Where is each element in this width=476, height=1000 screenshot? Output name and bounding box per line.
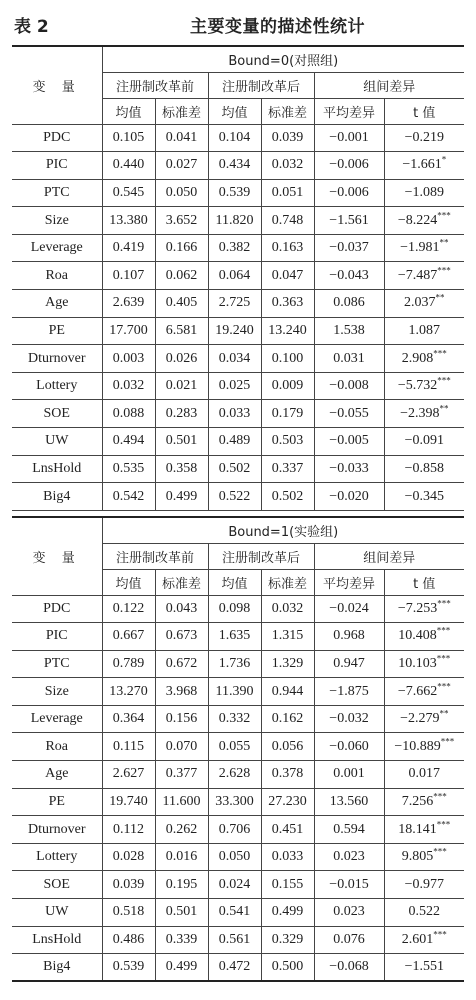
mean-difference: −0.068	[314, 954, 384, 982]
std-after: 0.047	[261, 262, 314, 290]
std-after: 0.451	[261, 816, 314, 844]
t-value	[384, 595, 464, 623]
std-after: 0.502	[261, 483, 314, 511]
mean-difference: −0.032	[314, 705, 384, 733]
variable-name: Age	[12, 290, 102, 318]
mean-difference: 0.594	[314, 816, 384, 844]
table-row	[12, 124, 464, 152]
table-row	[12, 400, 464, 428]
table-row	[12, 705, 464, 733]
mean-after: 0.055	[208, 733, 261, 761]
std-after: 1.315	[261, 623, 314, 651]
t-value-number: −5.732	[397, 378, 438, 394]
std-header: 标准差	[261, 98, 314, 124]
significance-stars: ***	[437, 598, 451, 609]
std-after: 0.378	[261, 761, 314, 789]
variable-name: Lottery	[12, 372, 102, 400]
mean-difference: 13.560	[314, 788, 384, 816]
t-value	[384, 152, 464, 180]
table-row	[12, 954, 464, 982]
mean-before: 13.270	[102, 678, 155, 706]
std-after: 0.056	[261, 733, 314, 761]
group-label: Bound=1(实验组)	[102, 517, 464, 543]
mean-after: 0.034	[208, 345, 261, 373]
t-value	[384, 290, 464, 318]
t-value-number: −1.661	[402, 157, 442, 173]
mean-before: 0.028	[102, 843, 155, 871]
table-row	[12, 428, 464, 456]
t-value-number: −10.889	[394, 738, 441, 754]
mean-before: 13.380	[102, 207, 155, 235]
mean-after: 0.024	[208, 871, 261, 899]
t-value	[384, 372, 464, 400]
mean-difference: −0.024	[314, 595, 384, 623]
std-after: 0.100	[261, 345, 314, 373]
mean-after: 0.489	[208, 428, 261, 456]
t-value-number: −0.091	[404, 433, 444, 449]
significance-stars: ***	[440, 736, 455, 747]
mean-header: 均值	[102, 98, 155, 124]
std-after: 0.009	[261, 372, 314, 400]
mean-after: 1.736	[208, 650, 261, 678]
significance-stars: ***	[436, 818, 451, 829]
variable-name: PDC	[12, 595, 102, 623]
table-row	[12, 678, 464, 706]
significance-stars: ***	[433, 791, 447, 802]
std-after: 0.503	[261, 428, 314, 456]
mean-before: 19.740	[102, 788, 155, 816]
t-value-number: 1.087	[408, 322, 441, 338]
header-row-group	[12, 46, 464, 72]
table-row	[12, 290, 464, 318]
table-row	[12, 733, 464, 761]
variable-name: LnsHold	[12, 926, 102, 954]
mean-after: 0.502	[208, 455, 261, 483]
std-after: 0.162	[261, 705, 314, 733]
t-value-number: −0.345	[404, 488, 444, 504]
std-after: 0.499	[261, 899, 314, 927]
std-before: 0.339	[155, 926, 208, 954]
variable-name: Dturnover	[12, 345, 102, 373]
t-value-number: −7.487	[397, 267, 438, 283]
t-value-number: 0.017	[408, 766, 441, 782]
mean-before: 0.535	[102, 455, 155, 483]
mean-difference: 0.001	[314, 761, 384, 789]
table-row	[12, 843, 464, 871]
mean-after: 0.706	[208, 816, 261, 844]
mean-after: 1.635	[208, 623, 261, 651]
header-row-group	[12, 517, 464, 543]
mean-difference: −0.043	[314, 262, 384, 290]
variable-name: Dturnover	[12, 816, 102, 844]
std-after: 0.337	[261, 455, 314, 483]
t-value	[384, 623, 464, 651]
t-value-number: −2.279	[400, 711, 440, 727]
table-row	[12, 345, 464, 373]
std-before: 0.283	[155, 400, 208, 428]
mean-after: 0.472	[208, 954, 261, 982]
mean-difference: −0.055	[314, 400, 384, 428]
variable-name: PE	[12, 317, 102, 345]
table-row	[12, 926, 464, 954]
mean-before: 0.789	[102, 650, 155, 678]
t-value-header: t 值	[384, 569, 464, 595]
mean-before: 0.122	[102, 595, 155, 623]
std-before: 0.070	[155, 733, 208, 761]
mean-before: 2.627	[102, 761, 155, 789]
variable-name: PTC	[12, 650, 102, 678]
t-value-number: −7.253	[397, 600, 438, 616]
after-reform-header: 注册制改革后	[208, 543, 314, 569]
variable-name: PE	[12, 788, 102, 816]
t-value-number: −1.981	[400, 240, 440, 256]
significance-stars: **	[439, 403, 449, 414]
std-after: 0.179	[261, 400, 314, 428]
variable-name: Roa	[12, 733, 102, 761]
before-reform-header: 注册制改革前	[102, 72, 208, 98]
mean-after: 0.522	[208, 483, 261, 511]
significance-stars: ***	[433, 929, 447, 940]
mean-after: 0.050	[208, 843, 261, 871]
table-row	[12, 262, 464, 290]
t-value-number: 7.256	[401, 793, 434, 809]
std-after: 0.500	[261, 954, 314, 982]
variable-name: Lottery	[12, 843, 102, 871]
mean-difference: −0.006	[314, 152, 384, 180]
mean-difference: −0.033	[314, 455, 384, 483]
t-value-number: 10.408	[398, 628, 437, 644]
t-value	[384, 954, 464, 982]
t-value	[384, 926, 464, 954]
std-before: 3.652	[155, 207, 208, 235]
table-row	[12, 455, 464, 483]
std-before: 0.016	[155, 843, 208, 871]
table-row	[12, 317, 464, 345]
panel-treatment-group	[12, 516, 464, 982]
t-value-number: −8.224	[397, 212, 438, 228]
table-row	[12, 179, 464, 207]
mean-difference: −1.561	[314, 207, 384, 235]
t-value	[384, 234, 464, 262]
table-row	[12, 816, 464, 844]
std-before: 0.027	[155, 152, 208, 180]
t-value	[384, 650, 464, 678]
mean-difference: 0.968	[314, 623, 384, 651]
mean-before: 0.003	[102, 345, 155, 373]
t-value	[384, 207, 464, 235]
variable-name: PIC	[12, 623, 102, 651]
mean-after: 0.434	[208, 152, 261, 180]
mean-after: 0.541	[208, 899, 261, 927]
t-value	[384, 816, 464, 844]
std-before: 0.156	[155, 705, 208, 733]
mean-after: 0.064	[208, 262, 261, 290]
variable-name: Leverage	[12, 234, 102, 262]
mean-header: 均值	[208, 569, 261, 595]
mean-difference-header: 平均差异	[314, 569, 384, 595]
mean-after: 2.628	[208, 761, 261, 789]
mean-before: 0.112	[102, 816, 155, 844]
std-before: 0.501	[155, 428, 208, 456]
std-before: 0.262	[155, 816, 208, 844]
t-value-number: −7.662	[397, 683, 438, 699]
std-after: 0.155	[261, 871, 314, 899]
group-label: Bound=0(对照组)	[102, 46, 464, 72]
table-row	[12, 595, 464, 623]
mean-difference: 0.947	[314, 650, 384, 678]
std-after: 0.039	[261, 124, 314, 152]
variable-name: Big4	[12, 954, 102, 982]
mean-after: 11.390	[208, 678, 261, 706]
significance-stars: ***	[436, 653, 451, 664]
t-value	[384, 262, 464, 290]
t-value	[384, 428, 464, 456]
std-before: 0.405	[155, 290, 208, 318]
t-value	[384, 678, 464, 706]
std-after: 0.032	[261, 152, 314, 180]
mean-difference: −0.008	[314, 372, 384, 400]
std-before: 0.050	[155, 179, 208, 207]
t-value	[384, 843, 464, 871]
variable-name: PIC	[12, 152, 102, 180]
std-before: 0.672	[155, 650, 208, 678]
table-number: 表 2	[14, 17, 49, 37]
significance-stars: ***	[437, 680, 451, 691]
mean-after: 33.300	[208, 788, 261, 816]
t-value-number: −0.219	[404, 129, 444, 145]
mean-difference: −1.875	[314, 678, 384, 706]
std-before: 0.499	[155, 954, 208, 982]
variable-name: Leverage	[12, 705, 102, 733]
std-after: 0.748	[261, 207, 314, 235]
table-row	[12, 483, 464, 511]
table-row	[12, 871, 464, 899]
table-row	[12, 650, 464, 678]
t-value	[384, 400, 464, 428]
significance-stars: *	[441, 154, 447, 165]
mean-before: 0.539	[102, 954, 155, 982]
table-row	[12, 899, 464, 927]
significance-stars: **	[435, 292, 445, 303]
mean-before: 0.440	[102, 152, 155, 180]
std-after: 0.329	[261, 926, 314, 954]
table-row	[12, 234, 464, 262]
t-value	[384, 345, 464, 373]
mean-difference: −0.006	[314, 179, 384, 207]
mean-before: 0.545	[102, 179, 155, 207]
mean-before: 0.115	[102, 733, 155, 761]
mean-before: 0.419	[102, 234, 155, 262]
significance-stars: **	[439, 237, 449, 248]
mean-header: 均值	[102, 569, 155, 595]
after-reform-header: 注册制改革后	[208, 72, 314, 98]
mean-difference: 0.031	[314, 345, 384, 373]
table-row	[12, 372, 464, 400]
std-before: 0.062	[155, 262, 208, 290]
mean-difference: −0.020	[314, 483, 384, 511]
t-value	[384, 788, 464, 816]
std-after: 1.329	[261, 650, 314, 678]
t-value-number: 2.601	[401, 931, 434, 947]
mean-difference: −0.005	[314, 428, 384, 456]
variable-name: UW	[12, 899, 102, 927]
std-before: 0.021	[155, 372, 208, 400]
t-value	[384, 871, 464, 899]
mean-before: 0.518	[102, 899, 155, 927]
significance-stars: ***	[437, 375, 451, 386]
std-header: 标准差	[261, 569, 314, 595]
significance-stars: ***	[433, 347, 447, 358]
mean-difference: 0.023	[314, 899, 384, 927]
std-before: 3.968	[155, 678, 208, 706]
std-before: 0.377	[155, 761, 208, 789]
significance-stars: **	[439, 708, 449, 719]
variable-column-header: 变 量	[12, 517, 102, 595]
mean-difference: −0.001	[314, 124, 384, 152]
variable-name: PTC	[12, 179, 102, 207]
mean-before: 0.542	[102, 483, 155, 511]
mean-after: 0.332	[208, 705, 261, 733]
std-before: 0.195	[155, 871, 208, 899]
std-before: 0.499	[155, 483, 208, 511]
table-row	[12, 623, 464, 651]
mean-after: 0.104	[208, 124, 261, 152]
significance-stars: ***	[437, 265, 451, 276]
mean-after: 0.539	[208, 179, 261, 207]
variable-name: Roa	[12, 262, 102, 290]
mean-before: 0.494	[102, 428, 155, 456]
t-value	[384, 761, 464, 789]
t-value-number: −1.089	[404, 184, 444, 200]
t-value-number: −0.858	[404, 460, 444, 476]
t-value-number: 18.141	[398, 821, 437, 837]
std-before: 0.673	[155, 623, 208, 651]
mean-difference: 1.538	[314, 317, 384, 345]
variable-name: Size	[12, 207, 102, 235]
variable-name: LnsHold	[12, 455, 102, 483]
group-difference-header: 组间差异	[314, 72, 464, 98]
mean-difference-header: 平均差异	[314, 98, 384, 124]
mean-before: 0.032	[102, 372, 155, 400]
t-value	[384, 317, 464, 345]
t-value	[384, 733, 464, 761]
t-value-number: 10.103	[398, 655, 437, 671]
t-value-header: t 值	[384, 98, 464, 124]
std-header: 标准差	[155, 98, 208, 124]
t-value-number: 2.037	[404, 295, 436, 311]
mean-difference: −0.060	[314, 733, 384, 761]
std-header: 标准差	[155, 569, 208, 595]
mean-before: 0.088	[102, 400, 155, 428]
std-before: 0.041	[155, 124, 208, 152]
mean-difference: −0.015	[314, 871, 384, 899]
before-reform-header: 注册制改革前	[102, 543, 208, 569]
significance-stars: ***	[436, 625, 451, 636]
table-title: 主要变量的描述性统计	[190, 17, 365, 37]
mean-after: 0.098	[208, 595, 261, 623]
mean-after: 11.820	[208, 207, 261, 235]
t-value-number: 2.908	[401, 350, 434, 366]
t-value-number: −0.977	[404, 876, 444, 892]
mean-after: 0.382	[208, 234, 261, 262]
variable-name: UW	[12, 428, 102, 456]
variable-name: Size	[12, 678, 102, 706]
mean-after: 19.240	[208, 317, 261, 345]
table-row	[12, 207, 464, 235]
mean-after: 0.025	[208, 372, 261, 400]
mean-difference: 0.023	[314, 843, 384, 871]
t-value	[384, 455, 464, 483]
mean-before: 0.364	[102, 705, 155, 733]
variable-name: Age	[12, 761, 102, 789]
std-before: 0.166	[155, 234, 208, 262]
t-value-number: 9.805	[401, 849, 434, 865]
group-difference-header: 组间差异	[314, 543, 464, 569]
variable-name: SOE	[12, 871, 102, 899]
std-before: 0.358	[155, 455, 208, 483]
std-after: 0.944	[261, 678, 314, 706]
mean-before: 0.486	[102, 926, 155, 954]
std-after: 0.163	[261, 234, 314, 262]
significance-stars: ***	[433, 846, 447, 857]
std-before: 0.026	[155, 345, 208, 373]
mean-header: 均值	[208, 98, 261, 124]
variable-name: SOE	[12, 400, 102, 428]
t-value-number: 0.522	[408, 904, 441, 920]
std-after: 27.230	[261, 788, 314, 816]
mean-before: 0.667	[102, 623, 155, 651]
t-value-number: −1.551	[404, 959, 444, 975]
table-caption	[0, 0, 476, 40]
mean-before: 2.639	[102, 290, 155, 318]
mean-after: 0.033	[208, 400, 261, 428]
mean-before: 0.105	[102, 124, 155, 152]
t-value	[384, 483, 464, 511]
std-before: 6.581	[155, 317, 208, 345]
table-row	[12, 761, 464, 789]
std-after: 0.032	[261, 595, 314, 623]
std-after: 0.363	[261, 290, 314, 318]
std-after: 13.240	[261, 317, 314, 345]
mean-difference: 0.086	[314, 290, 384, 318]
panel-control-group	[12, 45, 464, 511]
std-after: 0.051	[261, 179, 314, 207]
mean-before: 0.039	[102, 871, 155, 899]
table-row	[12, 152, 464, 180]
std-before: 0.501	[155, 899, 208, 927]
t-value	[384, 705, 464, 733]
std-before: 0.043	[155, 595, 208, 623]
variable-name: Big4	[12, 483, 102, 511]
mean-after: 2.725	[208, 290, 261, 318]
mean-difference: 0.076	[314, 926, 384, 954]
t-value-number: −2.398	[400, 405, 440, 421]
significance-stars: ***	[437, 209, 451, 220]
mean-after: 0.561	[208, 926, 261, 954]
t-value	[384, 899, 464, 927]
table-row	[12, 788, 464, 816]
mean-before: 17.700	[102, 317, 155, 345]
std-before: 11.600	[155, 788, 208, 816]
mean-difference: −0.037	[314, 234, 384, 262]
t-value	[384, 179, 464, 207]
variable-name: PDC	[12, 124, 102, 152]
mean-before: 0.107	[102, 262, 155, 290]
t-value	[384, 124, 464, 152]
variable-column-header: 变 量	[12, 46, 102, 124]
std-after: 0.033	[261, 843, 314, 871]
